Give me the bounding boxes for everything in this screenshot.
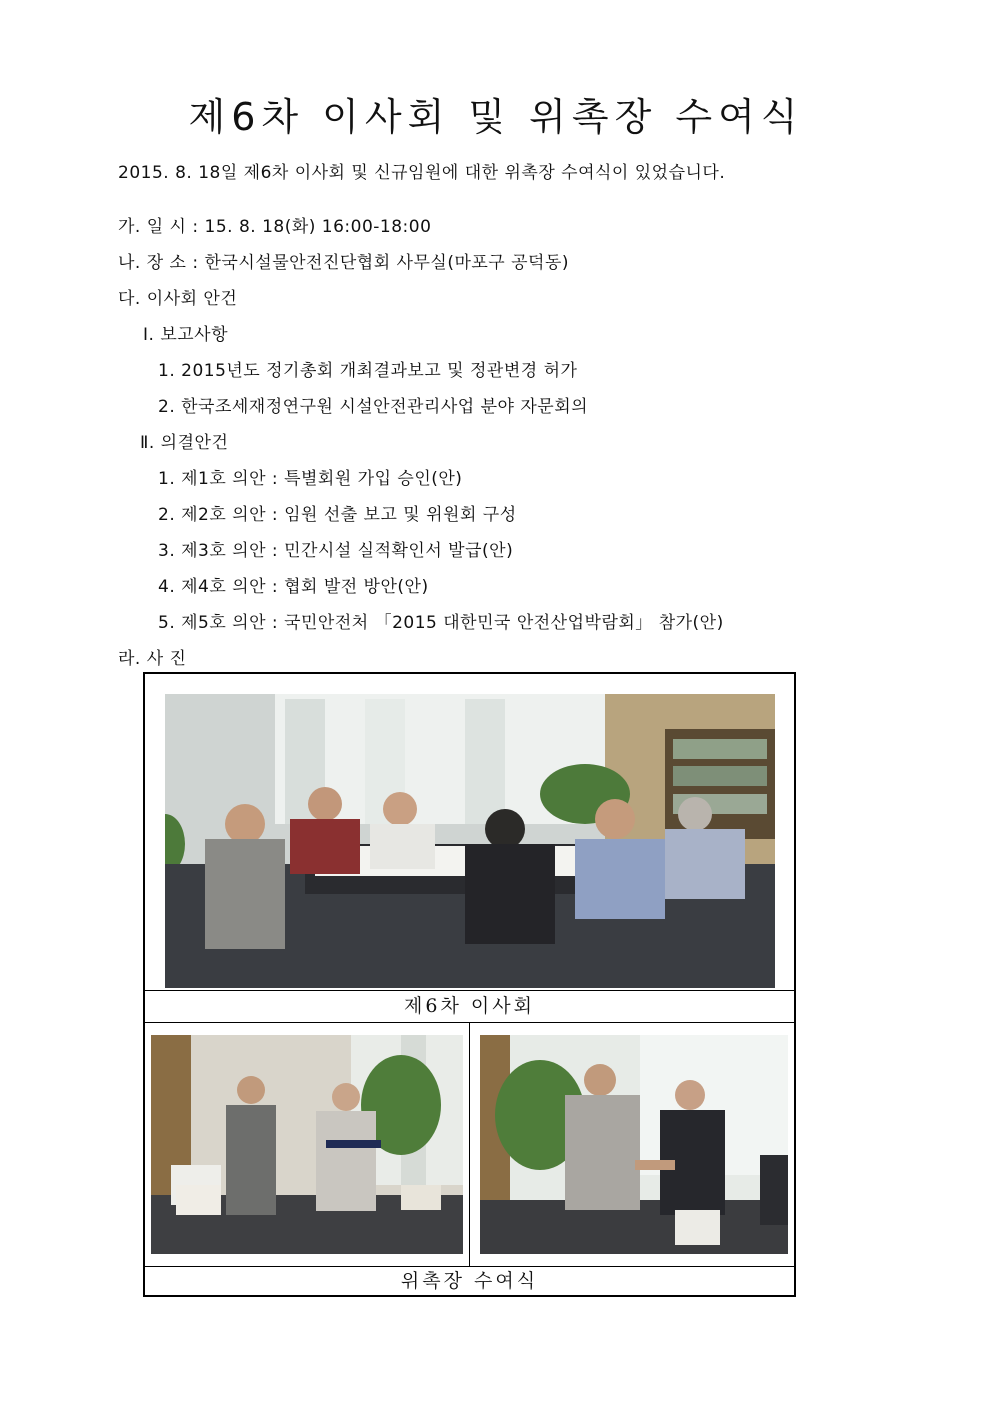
page-title: 제6차 이사회 및 위촉장 수여식: [188, 95, 804, 139]
board-meeting-photo: [165, 694, 775, 988]
item-agenda: 다. 이사회 안건: [118, 289, 238, 309]
report-header: Ⅰ. 보고사항: [143, 325, 229, 345]
resolution-item-4: 4. 제4호 의안 : 협회 발전 방안(안): [158, 577, 429, 597]
resolution-header: Ⅱ. 의결안건: [140, 433, 229, 453]
report-item-1: 1. 2015년도 정기총회 개최결과보고 및 정관변경 허가: [158, 361, 578, 381]
photo-cell-appointment-2: [470, 1023, 794, 1266]
photo-cell-appointment-1: [145, 1023, 470, 1266]
photo-cell-board: [145, 674, 794, 991]
resolution-item-5: 5. 제5호 의안 : 국민안전처 「2015 대한민국 안전산업박람회」 참가(안): [158, 613, 724, 633]
item-date: 가. 일 시 : 15. 8. 18(화) 16:00-18:00: [118, 217, 432, 237]
intro-text: 2015. 8. 18일 제6차 이사회 및 신규임원에 대한 위촉장 수여식이 있었습니다.: [118, 163, 726, 183]
appointment-photo-1: [151, 1035, 463, 1254]
resolution-item-3: 3. 제3호 의안 : 민간시설 실적확인서 발급(안): [158, 541, 514, 561]
appointment-photo-2: [480, 1035, 788, 1254]
photo-table: [143, 672, 796, 1297]
caption-board-meeting: 제6차 이사회: [145, 990, 794, 1023]
item-place: 나. 장 소 : 한국시설물안전진단협회 사무실(마포구 공덕동): [118, 253, 570, 273]
resolution-item-2: 2. 제2호 의안 : 임원 선출 보고 및 위원회 구성: [158, 505, 517, 525]
item-photos: 라. 사 진: [118, 649, 187, 669]
report-item-2: 2. 한국조세재정연구원 시설안전관리사업 분야 자문회의: [158, 397, 589, 417]
resolution-item-1: 1. 제1호 의안 : 특별회원 가입 승인(안): [158, 469, 463, 489]
caption-appointment: 위촉장 수여식: [145, 1266, 794, 1296]
